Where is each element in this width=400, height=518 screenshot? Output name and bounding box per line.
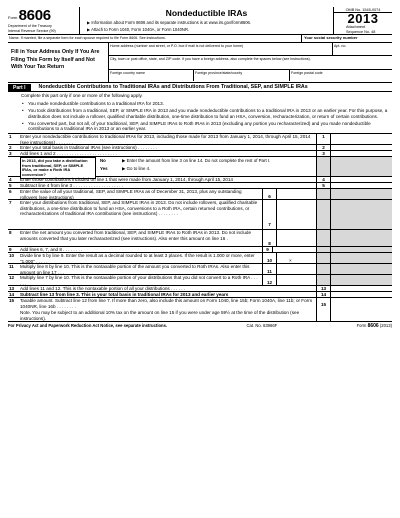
footer-form-number: 8606 [367,323,379,329]
line-box-label: 2 [316,145,330,150]
line-number: 8 [9,230,12,235]
line-box-label: 9 [262,247,272,252]
line-text: Add lines 1 and 2 . . . . . . . . . . . . . . . . . . . . . . . . [20,151,117,156]
line-number: 5 [9,183,12,188]
city-field[interactable]: City, town or post office, state, and ZIP code. If you have a foreign address, also complete the spaces below (see instructions). [110,56,311,61]
line-text: Enter the net amount you converted from traditional, SEP, and SIMPLE IRAs to Roth IRAs in 2013. Do not include amounts converted that you later recharacterized (see instructions). Also enter this amount on line 16 . [20,230,252,241]
line-13-amount[interactable] [330,286,392,291]
irs-label: Internal Revenue Service (99) [8,29,56,34]
part-badge: Part I [8,84,31,92]
form-label: Form [8,15,18,21]
line-box-label: 14 [316,292,330,297]
address-fields [109,43,392,82]
form-number: 8606 [18,7,51,24]
line-text: Enter those contributions included on line 1 that were made from January 1, 2014, through April 15, 2014 [20,177,233,182]
line-8-amount[interactable] [276,230,316,246]
bullet-item: • You converted part, but not all, of your traditional, SEP, and SIMPLE IRAs to Roth IRAs in 2013 (excluding any portion you recharacterized) and you made nondeductible contributions to a traditional IRA in 2013 or an earlier year. [8,121,392,132]
attachment-label: Attachment [346,25,366,29]
line-10-amount[interactable] [276,253,316,263]
line-12 [8,275,392,286]
line-text: Taxable amount. Subtract line 12 from line 7. If more than zero, also include this amount on Form 1040, line 15b; Form 1040A, line 11b; or Form 1040NR, line 16b . . . . . . . . [20,298,313,309]
address-instruction: Fill in Your Address Only If You Are Filing This Form by Itself and Not With Your Tax Return [8,43,109,82]
ssn-field[interactable]: Your social security number [304,34,358,40]
name-field[interactable]: Name. If married, file a separate form for each spouse required to file Form 8606. See instructions. [8,35,302,42]
yes-choice[interactable]: Yes [100,166,108,172]
line-number: 4 [9,177,12,182]
line-number: 14 [9,292,15,297]
line-7-amount[interactable] [276,200,316,229]
title-block [80,7,334,34]
omb-number: OMB No. 1545-0074 [334,7,392,13]
line-box-label: 10 [262,253,276,263]
line-text: Add lines 11 and 12. This is the nontaxable portion of all your distributions . . . . . . [20,286,186,291]
attach-line: ▶ Attach to Form 1040, Form 1040A, or Form 1040NR. [87,26,190,32]
multiply-sign: × [289,258,292,263]
line-box-label: 6 [262,189,276,199]
foreign-country-field[interactable]: Foreign country name [110,70,145,75]
part1-header [8,84,392,92]
line-note: Note. You may be subject to an additional 10% tax on the amount on line 15 if you were under age 59½ at the time of the distribution (see instructions). [20,310,300,321]
line-number: 15 [9,298,15,303]
line-number: 9 [9,247,12,252]
line-number: 1 [9,134,12,139]
line-box-label: 5 [316,183,330,188]
line-text: Subtract line 4 from line 3 . . . . . . . . . . . . . . . . . . . . [20,183,124,188]
info-line: ▶ Information about Form 8606 and its separate instructions is at www.irs.gov/form8606. [87,20,252,26]
line-text: Multiply line 8 by line 10. This is the nontaxable portion of the amount you converted to Roth IRAs. Also enter this amount on line 17 . . . [20,264,250,275]
catalog-number: Cat. No. 63966F [246,323,278,329]
line-number: 13 [9,286,15,291]
footer-year: (2013) [379,323,392,328]
line-box-label: 3 [316,151,330,156]
form-footer [8,321,392,329]
sequence-number: Sequence No. 48 [346,29,376,34]
line-text: Enter your distributions from traditional, SEP, and SIMPLE IRAs in 2013. Do not include rollovers, qualified charitable distributions, a one-time distribution to fund an HSA, conversions to a Roth IRA, certain returned contributions, or recharacterizations of traditional IRA contributions (see instructions) . . . . . . . . [20,200,258,216]
name-row [8,35,392,43]
line-text: Enter your nondeductible contributions to traditional IRAs for 2013, including those made for 2013 from January 1, 2014, through April 15, 2014 (see instructions) . . . . . . . [20,134,311,145]
line-15 [8,298,392,321]
footer-form-label: Form [356,323,367,328]
line-number: 7 [9,200,12,205]
tax-year: 2013 [347,11,379,26]
line-box-label: 1 [316,134,330,144]
line-4-amount[interactable] [330,177,392,182]
yes-instruction: ▶ Go to line 4. [122,166,151,172]
line-text: Divide line 5 by line 9. Enter the result as a decimal rounded to at least 3 places. If the result is 1.000 or more, enter "1.000" . . . . . [20,253,255,264]
line-14-amount[interactable] [330,292,392,297]
line-text: Enter your total basis in traditional IRAs (see instructions) . . . . . . . . [20,145,158,150]
part-title: Nondeductible Contributions to Traditional IRAs and Distributions From Traditional, SEP, and SIMPLE IRAs [38,84,308,91]
department: Department of the Treasury [8,24,52,28]
no-choice[interactable]: No [100,158,106,163]
line-number: 6 [9,189,12,194]
line-6-amount[interactable] [276,189,316,199]
line-text: Subtract line 13 from line 3. This is your total basis in traditional IRAs for 2013 and earlier years [20,292,229,297]
line-box-label: 8 [262,230,276,246]
line-text: Enter the value of all your traditional, SEP, and SIMPLE IRAs as of December 31, 2013, plus any outstanding rollovers (see instructions) [20,189,242,200]
line-15-amount[interactable] [330,298,392,321]
line-box-label: 4 [316,177,330,182]
line-text: Add lines 6, 7, and 8 . . . . . . . . [20,247,83,252]
part-intro: Complete this part only if one or more of the following apply. [21,93,143,98]
form-id-block [8,7,80,34]
line-box-label: 13 [316,286,330,291]
form-footer-id [357,323,392,329]
decision-question: In 2013, did you take a distribution from traditional, SEP, or SIMPLE IRAs, or make a Roth IRA conversion? [20,157,96,179]
home-address-field[interactable]: Home address (number and street, or P.O. box if mail is not delivered to your home) [110,43,244,48]
line-11 [8,264,392,275]
line-1 [8,134,392,145]
line-box-label: 7 [262,200,276,229]
line-number: 2 [9,145,12,150]
no-instruction: ▶ Enter the amount from line 3 on line 14. Do not complete the rest of Part I. [122,158,271,163]
line-9-amount[interactable] [272,247,316,252]
line-1-amount[interactable] [330,134,392,144]
address-section [8,43,392,83]
form-title: Nondeductible IRAs [165,8,248,18]
line-box-label: 12 [262,275,276,285]
bullet-item: • You made nondeductible contributions to a traditional IRA for 2013. [8,101,392,107]
line-12-amount[interactable] [276,275,316,285]
line-6 [8,189,392,200]
line-3-amount[interactable] [330,151,392,156]
foreign-postal-field[interactable]: Foreign postal code [289,70,392,81]
year-block [334,7,392,34]
line-number: 10 [9,253,15,258]
line-11-amount[interactable] [276,264,316,274]
privacy-notice: For Privacy Act and Paperwork Reduction Act Notice, see separate instructions. [8,323,168,329]
bullet-item: • You took distributions from a traditional, SEP, or SIMPLE IRA in 2013 and you made nondeductible contributions to a traditional IRA in 2013 or an earlier year. For this purpose, a distribution does not include a rollover, qualified charitable distribution, one-time distribution to fund an HSA, conversion, recharacterization, or return of certain contributions. [8,108,392,119]
line-5-amount[interactable] [330,183,392,188]
foreign-province-field[interactable]: Foreign province/state/county [193,70,289,81]
form-page [8,7,392,511]
line-number: 11 [9,264,14,269]
form-header [8,7,392,35]
line-number: 12 [9,275,15,280]
line-box-label: 15 [316,298,330,321]
line-8 [8,230,392,247]
line-10 [8,253,392,264]
line-2-amount[interactable] [330,145,392,150]
apt-field[interactable]: Apt. no. [332,43,392,55]
line-7 [8,200,392,230]
line-box-label: 11 [262,264,276,274]
decision-block [8,157,392,177]
line-number: 3 [9,151,12,156]
form-lines [8,133,392,321]
line-text: Multiply line 7 by line 10. This is the nontaxable portion of your distributions that you did not convert to a Roth IRA . . . . . . [20,275,258,286]
